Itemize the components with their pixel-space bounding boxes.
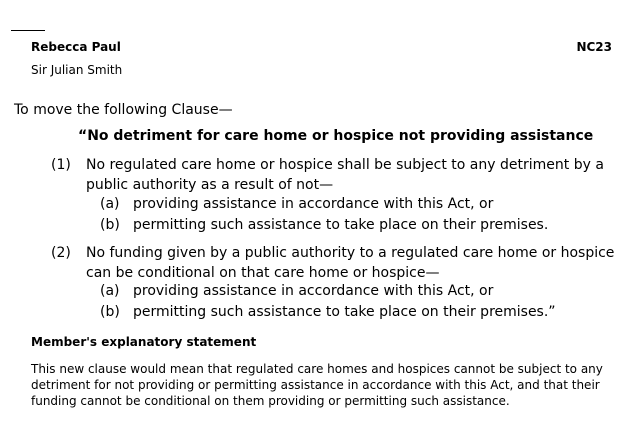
paragraph-text: permitting such assistance to take place on their premises. xyxy=(133,217,549,233)
amendment-number: NC23 xyxy=(576,40,612,54)
paragraph-label: (a) xyxy=(100,196,120,212)
paragraph-label: (b) xyxy=(100,304,120,320)
explanatory-statement-heading: Member's explanatory statement xyxy=(31,335,257,349)
amendment-intro: To move the following Clause— xyxy=(14,102,233,118)
subsection-text: No regulated care home or hospice shall be subject to any detriment by a public authority as a result of not— xyxy=(86,157,604,193)
sponsor-name-primary: Rebecca Paul xyxy=(31,40,121,54)
subsection-number: (1) xyxy=(51,157,71,173)
paragraph-text: permitting such assistance to take place on their premises.” xyxy=(133,304,556,320)
paragraph-label: (b) xyxy=(100,217,120,233)
header-rule xyxy=(11,30,45,31)
paragraph-text: providing assistance in accordance with this Act, or xyxy=(133,196,494,212)
paragraph-label: (a) xyxy=(100,283,120,299)
sponsor-name-secondary: Sir Julian Smith xyxy=(31,63,123,77)
clause-title: “No detriment for care home or hospice not providing assistance xyxy=(78,128,594,144)
subsection-number: (2) xyxy=(51,245,71,261)
paragraph-text: providing assistance in accordance with this Act, or xyxy=(133,283,494,299)
explanatory-statement-text: This new clause would mean that regulated care homes and hospices cannot be subject to any detriment for not providing or permitting assistance in accordance with this Act, and that their funding cannot be conditional on them providing or permitting such assistance. xyxy=(31,362,603,408)
subsection-text: No funding given by a public authority to a regulated care home or hospice can be conditional on that care home or hospice— xyxy=(86,245,615,281)
